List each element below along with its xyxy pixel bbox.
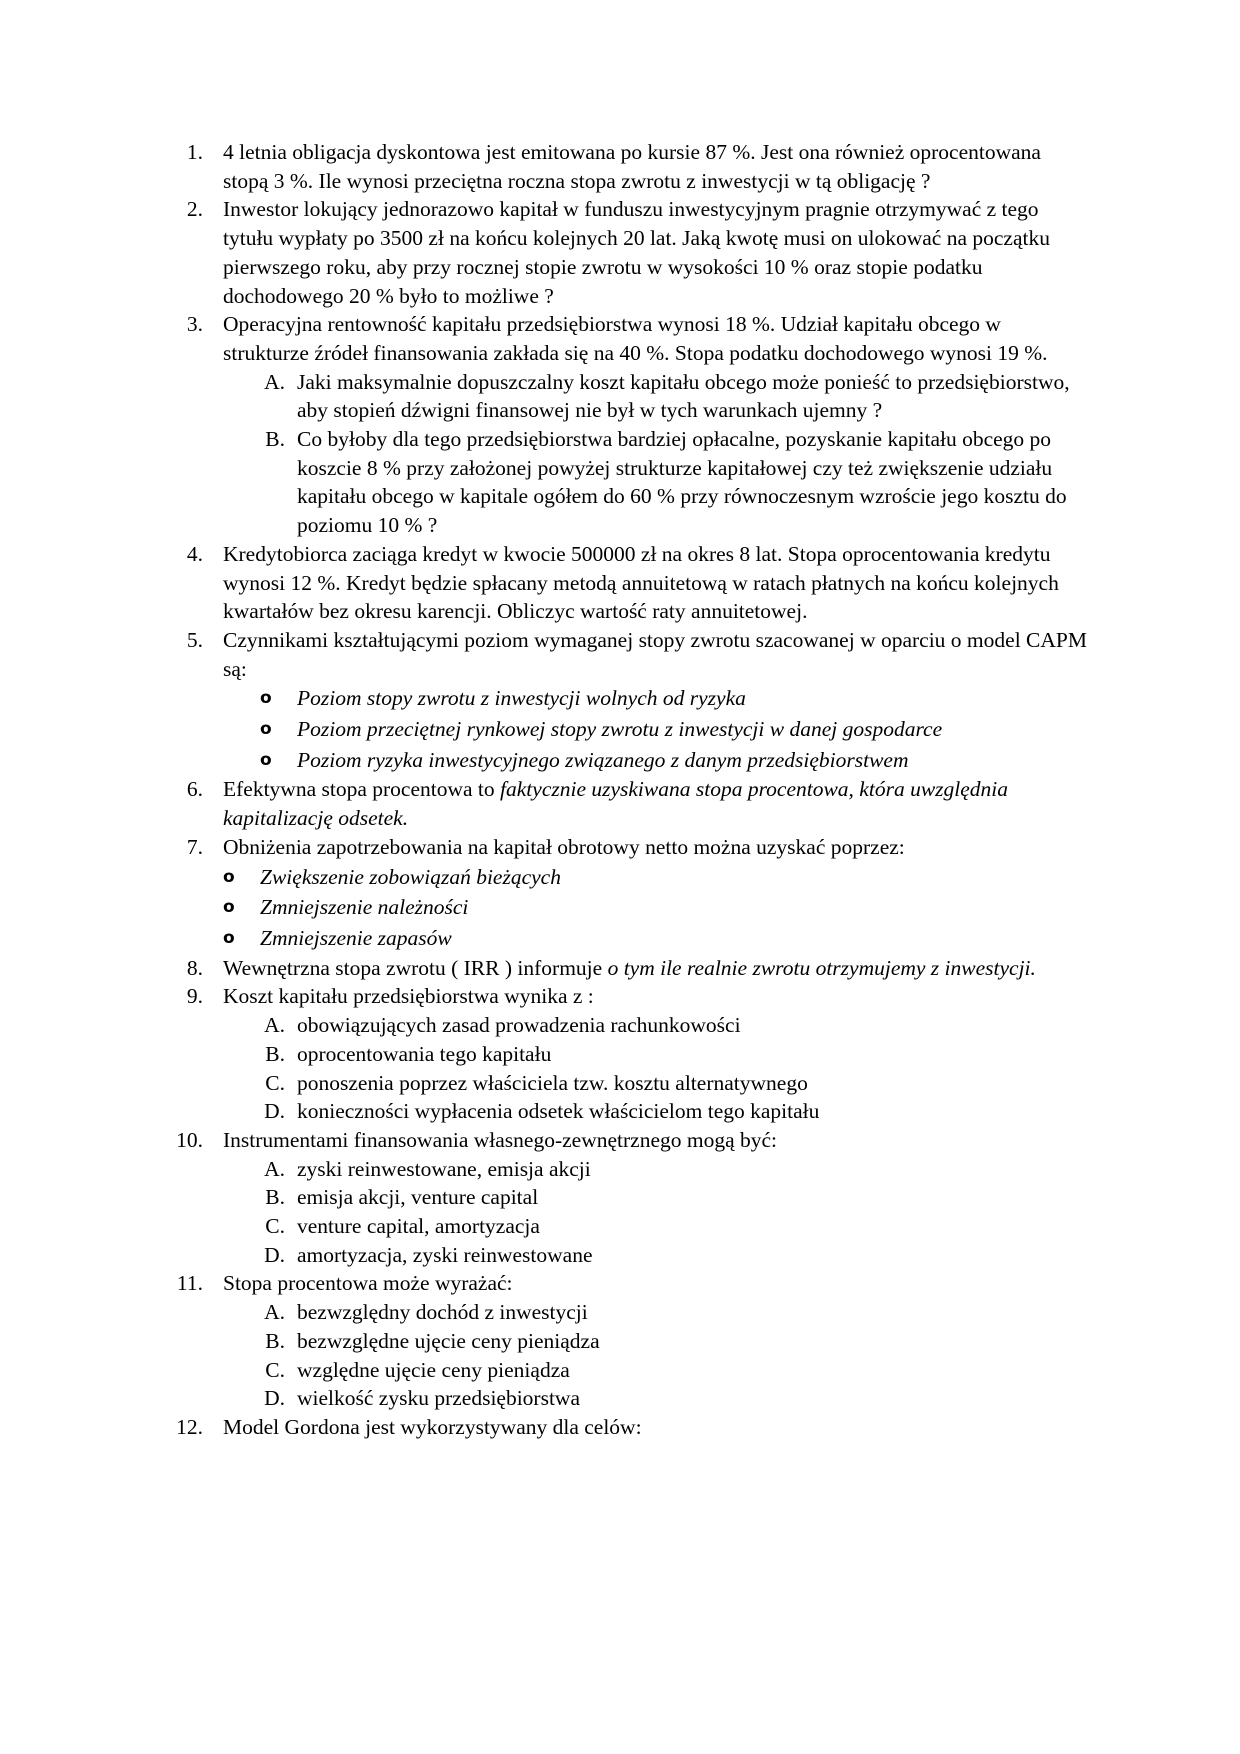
- answer-text: amortyzacja, zyski reinwestowane: [297, 1242, 593, 1267]
- bullet-text: Poziom stopy zwrotu z inwestycji wolnych od ryzyka: [297, 686, 746, 711]
- question-text: 4 letnia obligacja dyskontowa jest emitowana po kursie 87 %. Jest ona również oprocentowana stopą 3 %. Ile wynosi przeciętna roczna stopa zwrotu z inwestycji w tą obligację ?: [223, 140, 1041, 193]
- bullet-icon: o: [223, 897, 235, 918]
- question-item: [0, 138, 1240, 195]
- bullet-icon: o: [223, 927, 235, 948]
- bullet-text: Zwiększenie zobowiązań bieżących: [260, 864, 561, 889]
- question-text: Koszt kapitału przedsiębiorstwa wynika z :: [223, 984, 594, 1009]
- answer-text: względne ujęcie ceny pieniądza: [297, 1357, 570, 1382]
- question-item: [0, 540, 1240, 626]
- question-item: [0, 1269, 1240, 1298]
- question-number: 12.: [176, 1414, 203, 1439]
- question-number: 1.: [186, 140, 203, 164]
- answer-option: [0, 1040, 1240, 1069]
- question-number: 8.: [186, 955, 203, 980]
- question-text: Wewnętrzna stopa zwrotu ( IRR ) informuje: [223, 955, 608, 980]
- answer-option: [0, 1155, 1240, 1184]
- question-text: Model Gordona jest wykorzystywany dla celów:: [223, 1414, 642, 1439]
- answer-letter: C.: [265, 1357, 285, 1382]
- question-text: Efektywna stopa procentowa to: [223, 777, 501, 802]
- bullet-icon: o: [260, 749, 272, 770]
- bullet-item: [0, 714, 1240, 745]
- answer-text: bezwzględny dochód z inwestycji: [297, 1300, 588, 1325]
- question-number: 7.: [186, 834, 203, 859]
- answer-text: konieczności wypłacenia odsetek właścicielom tego kapitału: [297, 1099, 820, 1124]
- answer-letter: C.: [265, 1214, 285, 1239]
- answer-text: emisja akcji, venture capital: [297, 1185, 539, 1210]
- question-item: [0, 982, 1240, 1011]
- question-text: Kredytobiorca zaciąga kredyt w kwocie 500000 zł na okres 8 lat. Stopa oprocentowania kredytu wynosi 12 %. Kredyt będzie spłacany metodą annuitetową w ratach płatnych na końcu kolejnych kwartałów bez okresu karencji. Obliczyc wartość raty annuitetowej.: [223, 541, 1059, 624]
- answer-option: [0, 1097, 1240, 1126]
- bullet-icon: o: [260, 688, 272, 709]
- answer-option: [0, 1011, 1240, 1040]
- question-number: 2.: [186, 197, 203, 222]
- bullet-text: Zmniejszenie należności: [260, 895, 469, 920]
- question-item: [0, 626, 1240, 683]
- bullet-item: [0, 892, 1240, 923]
- document-body: [0, 138, 1240, 1442]
- answer-text: wielkość zysku przedsiębiorstwa: [297, 1386, 581, 1411]
- question-emphasis: o tym ile realnie zwrotu otrzymujemy z inwestycji.: [607, 955, 1036, 980]
- question-number: 3.: [186, 312, 203, 337]
- answer-letter: C.: [265, 1070, 285, 1095]
- bullet-item: [0, 923, 1240, 954]
- answer-option: [0, 1298, 1240, 1327]
- answer-letter: D.: [264, 1242, 285, 1267]
- bullet-icon: o: [260, 719, 272, 740]
- question-number: 6.: [186, 777, 203, 802]
- answer-letter: B.: [265, 1328, 285, 1353]
- answer-text: obowiązujących zasad prowadzenia rachunkowości: [297, 1013, 741, 1038]
- question-item: [0, 195, 1240, 310]
- answer-letter: A.: [264, 1156, 285, 1181]
- answer-option: [0, 1327, 1240, 1356]
- answer-text: venture capital, amortyzacja: [297, 1214, 540, 1239]
- question-number: 11.: [176, 1271, 203, 1296]
- bullet-text: Zmniejszenie zapasów: [260, 925, 452, 950]
- answer-text: Jaki maksymalnie dopuszczalny koszt kapitału obcego może ponieść to przedsiębiorstwo, aby stopień dźwigni finansowej nie był w tych warunkach ujemny ?: [297, 369, 1070, 423]
- bullet-text: Poziom ryzyka inwestycyjnego związanego z danym przedsiębiorstwem: [297, 747, 909, 772]
- answer-option: [0, 1212, 1240, 1241]
- answer-letter: B.: [265, 427, 285, 452]
- answer-letter: D.: [264, 1386, 285, 1411]
- bullet-icon: o: [223, 866, 235, 887]
- question-text: Czynnikami kształtującymi poziom wymaganej stopy zwrotu szacowanej w oparciu o model CAPM są:: [223, 627, 1087, 681]
- answer-text: bezwzględne ujęcie ceny pieniądza: [297, 1328, 600, 1353]
- answer-letter: D.: [264, 1099, 285, 1124]
- bullet-item: [0, 683, 1240, 714]
- question-text: Instrumentami finansowania własnego-zewnętrznego mogą być:: [223, 1127, 778, 1152]
- answer-text: ponoszenia poprzez właściciela tzw. kosztu alternatywnego: [297, 1070, 808, 1095]
- bullet-text: Poziom przeciętnej rynkowej stopy zwrotu z inwestycji w danej gospodarce: [297, 717, 943, 742]
- answer-option: [0, 425, 1240, 540]
- question-item: [0, 954, 1240, 983]
- bullet-item: [0, 745, 1240, 776]
- answer-text: Co byłoby dla tego przedsiębiorstwa bardziej opłacalne, pozyskanie kapitału obcego po koszcie 8 % przy założonej powyżej strukturze kapitałowej czy też zwiększenie udziału kapitału obcego w kapitale ogółem do 60 % przy równoczesnym wzroście jego kosztu do poziomu 10 % ?: [297, 427, 1067, 538]
- question-number: 5.: [186, 627, 203, 652]
- question-text: Stopa procentowa może wyrażać:: [223, 1271, 513, 1296]
- answer-option: [0, 1241, 1240, 1270]
- question-item: [0, 1413, 1240, 1442]
- answer-letter: A.: [264, 1300, 285, 1325]
- question-item: [0, 775, 1240, 832]
- answer-letter: B.: [265, 1185, 285, 1210]
- question-text: Operacyjna rentowność kapitału przedsiębiorstwa wynosi 18 %. Udział kapitału obcego w strukturze źródeł finansowania zakłada się na 40 %. Stopa podatku dochodowego wynosi 19 %.: [223, 312, 1048, 365]
- question-text: Obniżenia zapotrzebowania na kapitał obrotowy netto można uzyskać poprzez:: [223, 834, 905, 859]
- bullet-item: [0, 862, 1240, 893]
- answer-option: [0, 368, 1240, 425]
- answer-option: [0, 1384, 1240, 1413]
- question-item: [0, 833, 1240, 862]
- question-number: 4.: [186, 541, 203, 566]
- question-emphasis: faktycznie uzyskiwana stopa procentowa, która uwzględnia kapitalizację odsetek.: [223, 777, 1009, 831]
- question-item: [0, 310, 1240, 367]
- question-text: Inwestor lokujący jednorazowo kapitał w funduszu inwestycyjnym pragnie otrzymywać z tego tytułu wypłaty po 3500 zł na końcu kolejnych 20 lat. Jaką kwotę musi on ulokować na początku pierwszego roku, aby przy rocznej stopie zwrotu w wysokości 10 % oraz stopie podatku dochodowego 20 % było to możliwe ?: [223, 197, 1050, 308]
- answer-option: [0, 1069, 1240, 1098]
- question-number: 9.: [186, 984, 203, 1009]
- answer-letter: B.: [265, 1041, 285, 1066]
- question-item: [0, 1126, 1240, 1155]
- answer-letter: A.: [264, 1013, 285, 1038]
- answer-option: [0, 1183, 1240, 1212]
- answer-text: zyski reinwestowane, emisja akcji: [297, 1156, 591, 1181]
- answer-letter: A.: [264, 369, 285, 394]
- question-number: 10.: [176, 1127, 203, 1152]
- answer-option: [0, 1356, 1240, 1385]
- answer-text: oprocentowania tego kapitału: [297, 1041, 552, 1066]
